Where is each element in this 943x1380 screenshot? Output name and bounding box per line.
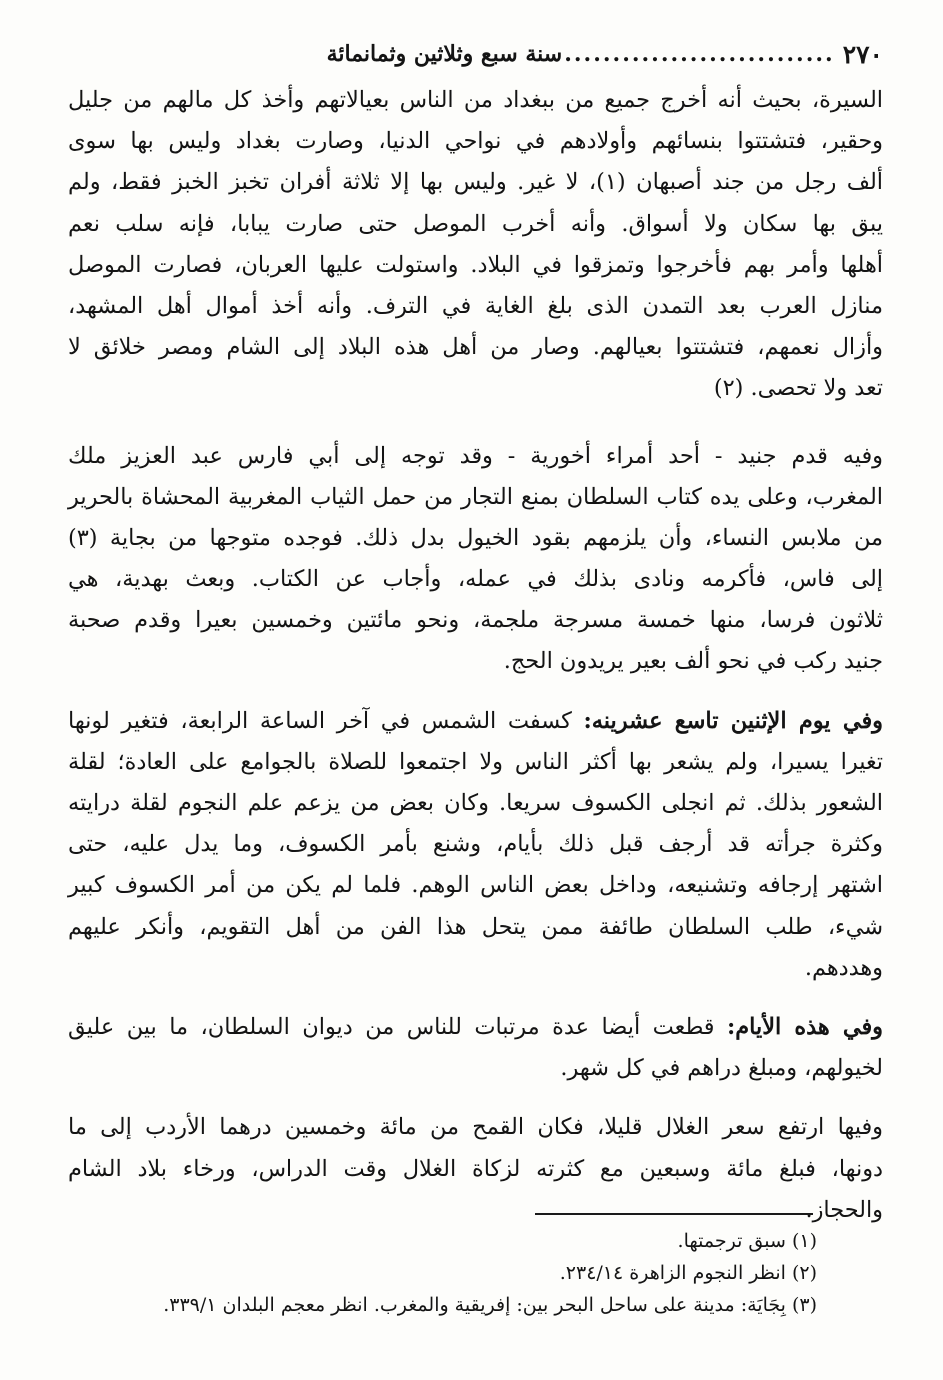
page-number: ٢٧٠ (842, 39, 883, 69)
text-line: من ملابس النساء، وأن يلزمهم بقود الخيول بدل ذلك. فوجده متوجها من بجاية (٣) (68, 524, 883, 551)
paragraph (68, 436, 883, 683)
footnote: (٢) انظر النجوم الزاهرة ٢٣٤/١٤. (559, 1262, 817, 1284)
text-line: الشعور بذلك. ثم انجلى الكسوف سريعا. وكان بعض من يزعم علم النجوم لقلة درايته (68, 790, 883, 816)
text-line: ثلاثون فرسا، منها خمسة مسرجة ملجمة، ونحو مائتين وخمسين بعيرا وقدم صحبة (68, 607, 883, 634)
paragraph (68, 701, 883, 989)
paragraph-lead: وفي هذه الأيام: (727, 1013, 883, 1040)
text-line: ألف رجل من جند أصبهان (١)، لا غير. وليس بها إلا ثلاثة أفران تخبز الخبز فقط، ولم (68, 169, 883, 196)
footnote: (٣) بِجَايَة: مدينة على ساحل البحر بين: إفريقية والمغرب. انظر معجم البلدان ٣٣٩/١. (163, 1294, 817, 1316)
paragraph (68, 80, 883, 410)
text-line: أهلها وأمر بهم فأخرجوا وتمزقوا في البلاد. واستولت عليها العربان، فصارت الموصل (68, 251, 883, 278)
text-line (68, 701, 883, 742)
text-line: دونها، فبلغ مائة وسبعين مع كثرته لزكاة الغلال وقت الدراس، ورخاء بلاد الشام (68, 1155, 883, 1182)
text-run: قطعت أيضا عدة مرتبات للناس من ديوان السلطان، ما بين عليق (68, 1013, 728, 1040)
text-line: وفيها ارتفع سعر الغلال قليلا، فكان القمح من مائة وخمسين درهما الأردب إلى ما (68, 1114, 883, 1141)
text-line: إلى فاس، فأكرمه ونادى بذلك في عمله، وأجاب عن الكتاب. وبعث بهدية، هي (68, 566, 883, 593)
text-line: والحجاز. (805, 1196, 883, 1223)
text-line: اشتهر إرجافه وتشنيعه، وداخل بعض الناس الوهم. فلما لم يكن من أمر الكسوف كبير (68, 872, 883, 899)
running-title: سنة سبع وثلاثين وثمانمائة (326, 41, 563, 67)
paragraph-lead: وفي يوم الإثنين تاسع عشرينه: (583, 707, 883, 734)
text-line: وأزال نعمهم، فتشتتوا بعيالهم. وصار من أهل هذه البلاد إلى الشام ومصر خلائق لا (68, 334, 883, 361)
text-line (68, 1007, 883, 1048)
footnote: (١) سبق ترجمتها. (677, 1230, 817, 1252)
text-line: وحقير، فتشتتوا بنسائهم وأولادهم في نواحي الدنيا، وصارت بغداد وليس بها سوى (68, 128, 883, 155)
page-header (62, 32, 883, 76)
header-dots: ............................ (564, 41, 835, 67)
text-line: منازل العرب بعد التمدن الذى بلغ الغاية في الترف. وأنه أخذ أموال أهل المشهد، (68, 292, 883, 319)
text-line: جنيد ركب في نحو ألف بعير يريدون الحج. (503, 648, 883, 675)
text-line: لخيولهم، ومبلغ دراهم في كل شهر. (560, 1055, 883, 1082)
text-run: كسفت الشمس في آخر الساعة الرابعة، فتغير لونها (68, 707, 584, 734)
footnote-divider (535, 1213, 813, 1215)
text-line: شيء، طلب السلطان طائفة ممن يتحل هذا الفن من أهل التقويم، وأنكر عليهم (68, 913, 883, 940)
text-line: وكثرة جرأته قد أرجف قبل ذلك بأيام، وشنع بأمر الكسوف، وما يدل عليه، حتى (68, 831, 883, 858)
text-line: وفيه قدم جنيد - أحد أمراء أخورية - وقد توجه إلى أبي فارس عبد العزيز ملك (68, 442, 883, 469)
text-line: يبق بها سكان ولا أسواق. وأنه أخرب الموصل حتى صارت يبابا، فإنه سلب نعم (68, 210, 883, 237)
text-line: وهددهم. (804, 954, 883, 981)
text-line: تغيرا يسيرا، ولم يشعر بها أكثر الناس ولا اجتمعوا للصلاة بالجوامع على العادة؛ لقلة (68, 748, 883, 775)
text-line: المغرب، وعلى يده كتاب السلطان بمنع التجار من حمل الثياب المغربية المحشاة بالحرير (68, 483, 883, 510)
main-text (68, 80, 883, 1231)
paragraph (68, 1007, 883, 1089)
footnotes (120, 1225, 817, 1321)
text-line: تعد ولا تحصى. (٢) (713, 375, 883, 402)
text-line: السيرة، بحيث أنه أخرج جميع من ببغداد من الناس بعيالاتهم وأخذ كل مالهم من جليل (68, 87, 883, 113)
